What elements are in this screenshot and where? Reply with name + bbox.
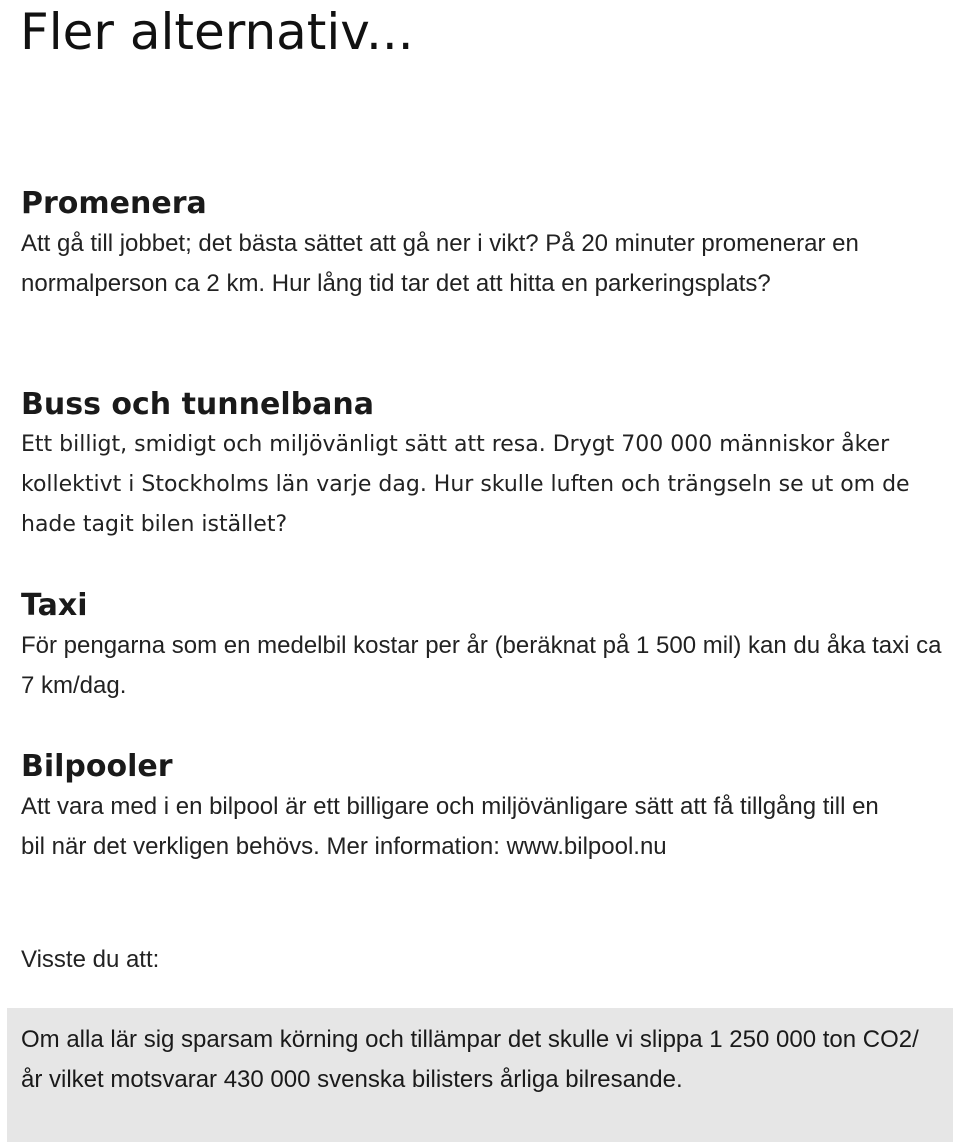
section-text-buss-och-tunnelbana: Ett billigt, smidigt och miljövänligt sätt att resa. Drygt 700 000 människor åker kollektivt i Stockholms län varje dag. Hur skulle luften och trängseln se ut om de hade tagit bilen istället? bbox=[21, 432, 910, 537]
section-text-taxi: För pengarna som en medelbil kostar per år (beräknat på 1 500 mil) kan du åka taxi ca 7 km/dag. bbox=[21, 632, 942, 699]
section-buss-och-tunnelbana bbox=[21, 385, 951, 545]
section-heading-promenera: Promenera bbox=[21, 186, 207, 221]
section-heading-bilpooler: Bilpooler bbox=[21, 749, 173, 784]
section-heading-buss-och-tunnelbana: Buss och tunnelbana bbox=[21, 387, 374, 422]
section-heading-taxi: Taxi bbox=[21, 588, 88, 623]
section-promenera bbox=[21, 184, 951, 303]
section-taxi bbox=[21, 586, 951, 705]
did-you-know-label: Visste du att: bbox=[21, 946, 160, 973]
fact-box bbox=[7, 1008, 953, 1142]
section-text-promenera: Att gå till jobbet; det bästa sättet att gå ner i vikt? På 20 minuter promenerar en normalperson ca 2 km. Hur lång tid tar det att hitta en parkeringsplats? bbox=[21, 230, 859, 297]
section-bilpooler bbox=[21, 747, 951, 866]
fact-text: Om alla lär sig sparsam körning och tillämpar det skulle vi slippa 1 250 000 ton CO2/år vilket motsvarar 430 000 svenska bilisters årliga bilresande. bbox=[21, 1026, 919, 1093]
page-title: Fler alternativ... bbox=[20, 3, 414, 61]
section-text-bilpooler: Att vara med i en bilpool är ett billigare och miljövänligare sätt att få tillgång till en bil när det verkligen behövs. Mer information: www.bilpool.nu bbox=[21, 793, 879, 860]
